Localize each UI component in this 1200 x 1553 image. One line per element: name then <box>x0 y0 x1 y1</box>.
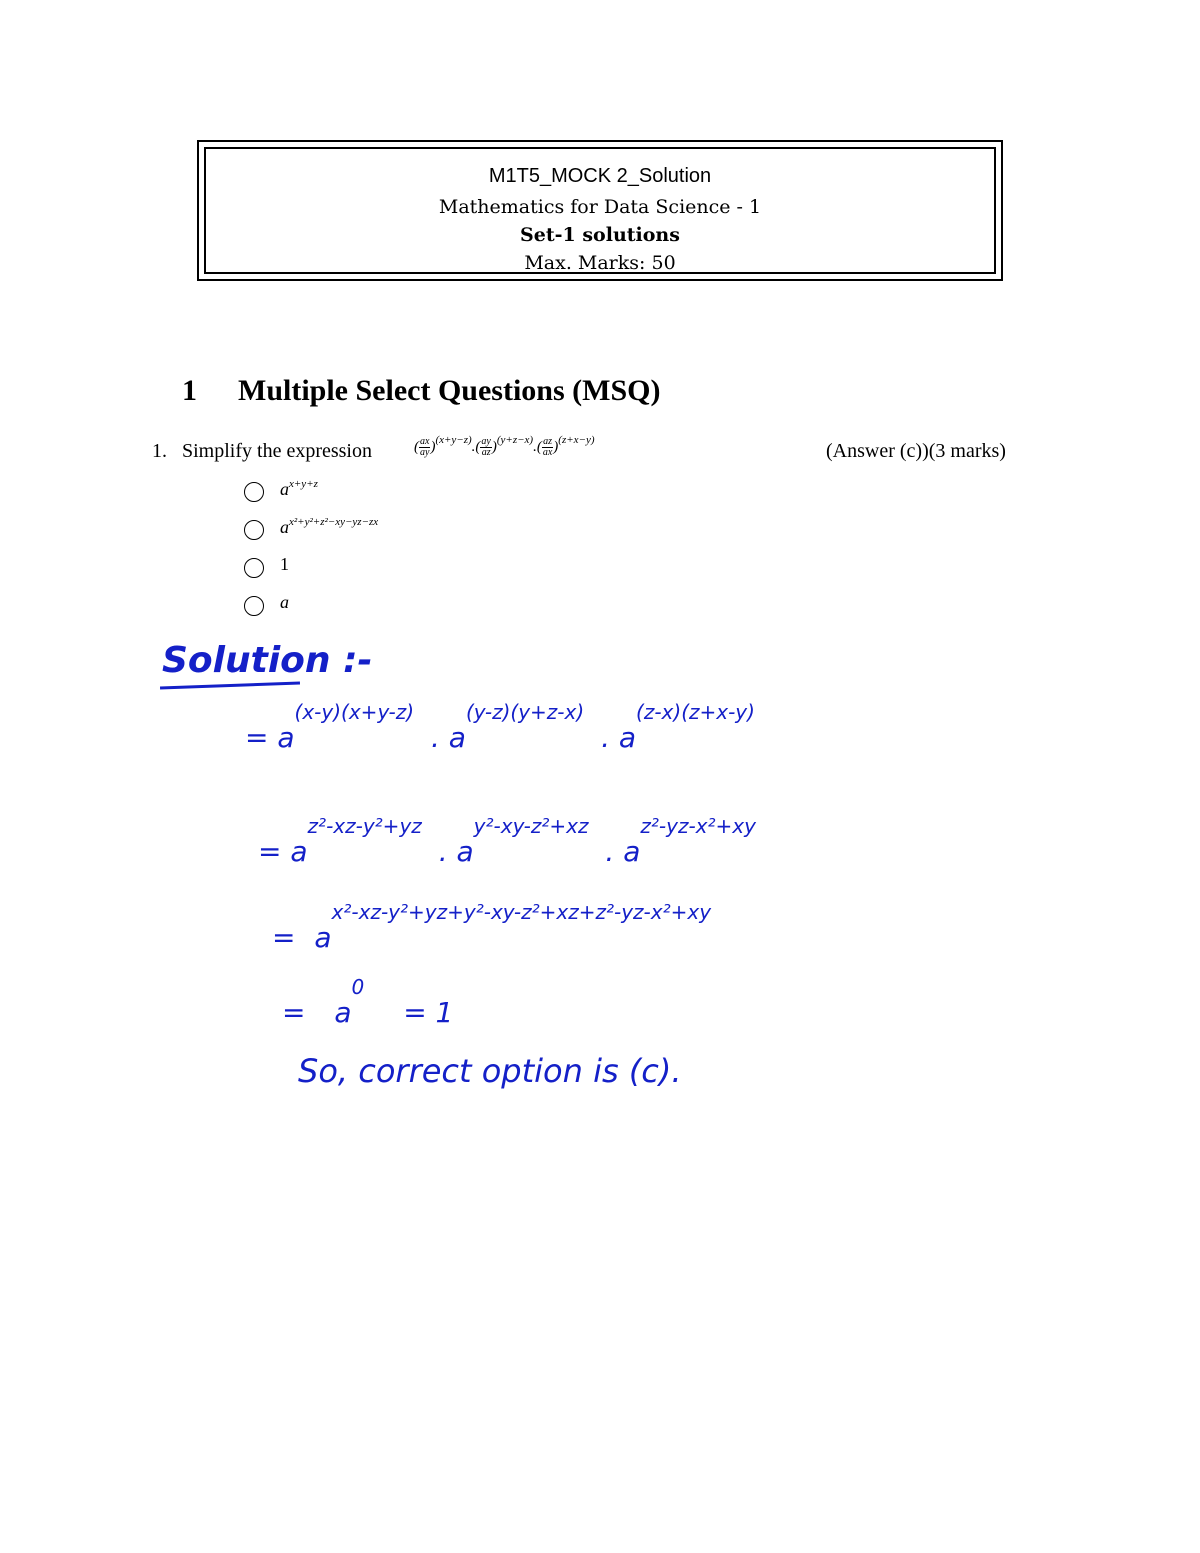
option-label: $a^{x+y+z}$ <box>280 478 318 499</box>
section-heading <box>182 374 660 408</box>
header-box <box>197 140 1003 281</box>
header-inner-border <box>204 147 996 274</box>
fraction-1: $\frac{ax}{ay}$ <box>420 436 430 459</box>
fraction-2: $\frac{ay}{az}$ <box>481 436 491 459</box>
solution-conclusion: So, correct option is (c). <box>298 1052 682 1090</box>
solution-heading: Solution :- <box>162 640 373 681</box>
answer-marks: (Answer (c))(3 marks) <box>826 440 1006 462</box>
question-text: Simplify the expression <box>182 440 372 462</box>
subject-title: Mathematics for Data Science - 1 <box>438 196 762 218</box>
fraction-3: $\frac{az}{ax}$ <box>542 436 553 459</box>
solution-underline <box>160 682 300 690</box>
option-label: $a^{x^2+y^2+z^2-xy-yz-zx}$ <box>280 516 379 537</box>
radio-button[interactable] <box>244 558 264 578</box>
document-title: M1T5_MOCK 2_Solution <box>488 165 712 187</box>
solution-step-3: = $a^{x^2-xz-y^2+yz+y^2-xy-z^2+xz+z^2-yz-x^2+xy}$ <box>272 900 712 954</box>
exponent-3: (z+x−y) <box>558 434 595 446</box>
question-expression: ( $\frac{ax}{ay}$ )$^{(x+y-z)}$.( $\frac{ay}{az}$ )$^{(y+z-x)}$.( $\frac{az}{ax}$ )$^{(z+x-y)}$ <box>414 434 595 459</box>
max-marks: Max. Marks: 50 <box>524 252 676 274</box>
solution-step-4: = $a^0 = 1$ <box>282 975 454 1029</box>
option-label: a <box>280 592 289 612</box>
section-number: 1 <box>182 374 197 407</box>
exponent-1: (x+y−z) <box>435 434 472 446</box>
question-1 <box>152 434 1052 470</box>
solution-step-2: = $a^{z^2-xz-y^2+yz}$ . $a^{y^2-xy-z^2+xz}$ . $a^{z^2-yz-x^2+xy}$ <box>258 814 756 868</box>
radio-button[interactable] <box>244 520 264 540</box>
section-title: Multiple Select Questions (MSQ) <box>238 374 661 407</box>
set-title: Set-1 solutions <box>520 224 680 246</box>
radio-button[interactable] <box>244 482 264 502</box>
radio-button[interactable] <box>244 596 264 616</box>
exponent-2: (y+z−x) <box>496 434 534 446</box>
solution-step-1: = $a^{(x-y)(x+y-z)}$ . $a^{(y-z)(y+z-x)}$ . $a^{(z-x)(z+x-y)}$ <box>245 700 755 754</box>
option-label: 1 <box>280 554 289 574</box>
question-number: 1. <box>152 440 167 462</box>
